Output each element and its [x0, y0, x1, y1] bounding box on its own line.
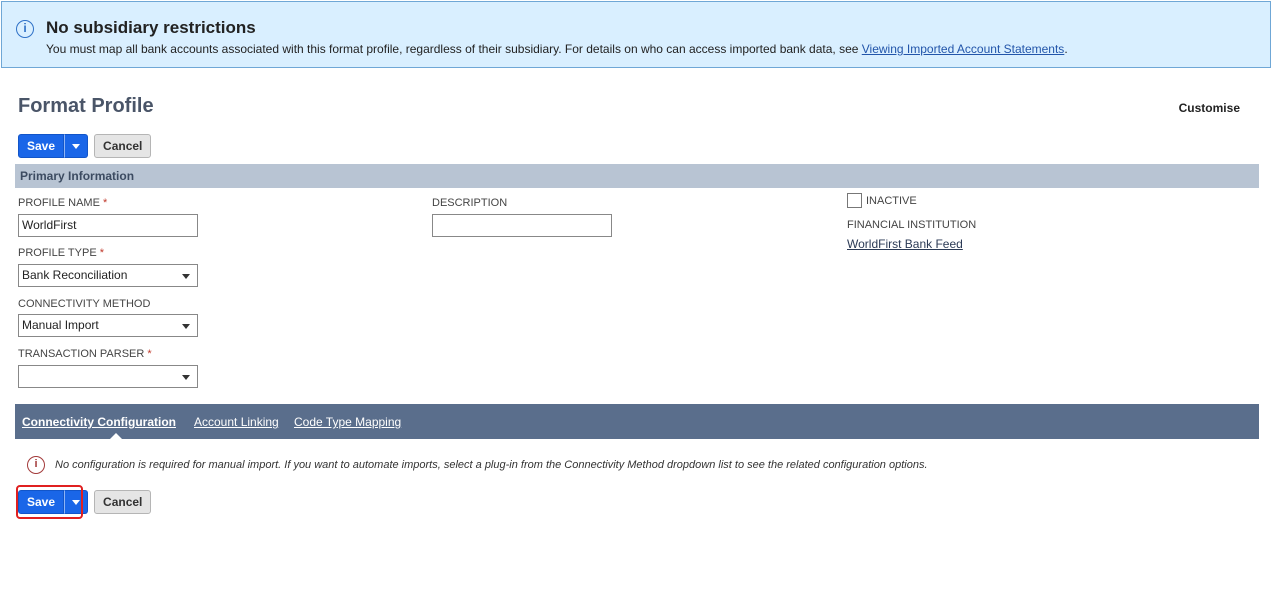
profile-name-label: PROFILE NAME * [18, 197, 108, 209]
inactive-label: INACTIVE [866, 195, 917, 207]
section-title: Primary Information [20, 169, 135, 183]
caret-down-icon [72, 144, 80, 149]
info-icon: i [16, 20, 34, 38]
save-button[interactable]: Save [18, 490, 64, 514]
tab-code-type-mapping[interactable]: Code Type Mapping [294, 415, 402, 429]
transaction-parser-select[interactable] [18, 365, 198, 388]
description-label: DESCRIPTION [432, 197, 508, 209]
section-header[interactable] [15, 164, 1259, 188]
cancel-button[interactable]: Cancel [94, 134, 151, 158]
connectivity-method-select[interactable]: Manual Import [18, 314, 198, 337]
viewing-statements-link[interactable]: Viewing Imported Account Statements [861, 42, 1065, 56]
connectivity-method-label: CONNECTIVITY METHOD [18, 298, 151, 310]
financial-institution-link[interactable]: WorldFirst Bank Feed [847, 237, 963, 251]
top-button-group [18, 134, 151, 158]
save-button[interactable]: Save [18, 134, 64, 158]
alert-icon: i [27, 456, 45, 474]
financial-institution-label: FINANCIAL INSTITUTION [847, 219, 977, 231]
profile-type-label: PROFILE TYPE * [18, 247, 104, 259]
info-banner [1, 1, 1271, 68]
configuration-notice: No configuration is required for manual import. If you want to automate imports, select a plug-in from the Connectivity Method dropdown list to see the related configuration options. [55, 459, 928, 471]
save-dropdown-button[interactable] [64, 134, 88, 158]
cancel-button[interactable]: Cancel [94, 490, 151, 514]
active-tab-pointer [110, 433, 122, 439]
banner-text: You must map all bank accounts associated with this format profile, regardless of their subsidiary. For details on who can access imported bank data, see Viewing Imported Account Statements. [46, 42, 1068, 56]
description-input[interactable] [432, 214, 612, 237]
profile-name-input[interactable]: WorldFirst [18, 214, 198, 237]
banner-title: No subsidiary restrictions [46, 18, 256, 37]
customise-link[interactable]: Customise [1178, 101, 1240, 115]
subtab-bar [15, 404, 1259, 439]
profile-type-select[interactable]: Bank Reconciliation [18, 264, 198, 287]
transaction-parser-label: TRANSACTION PARSER * [18, 348, 152, 360]
dropdown-arrow-icon [182, 274, 190, 279]
page-title: Format Profile [18, 95, 154, 117]
tab-connectivity-configuration[interactable]: Connectivity Configuration [22, 415, 176, 429]
save-highlight-box [16, 485, 83, 519]
dropdown-arrow-icon [182, 375, 190, 380]
inactive-checkbox[interactable] [847, 193, 862, 208]
dropdown-arrow-icon [182, 324, 190, 329]
tab-account-linking[interactable]: Account Linking [194, 415, 279, 429]
